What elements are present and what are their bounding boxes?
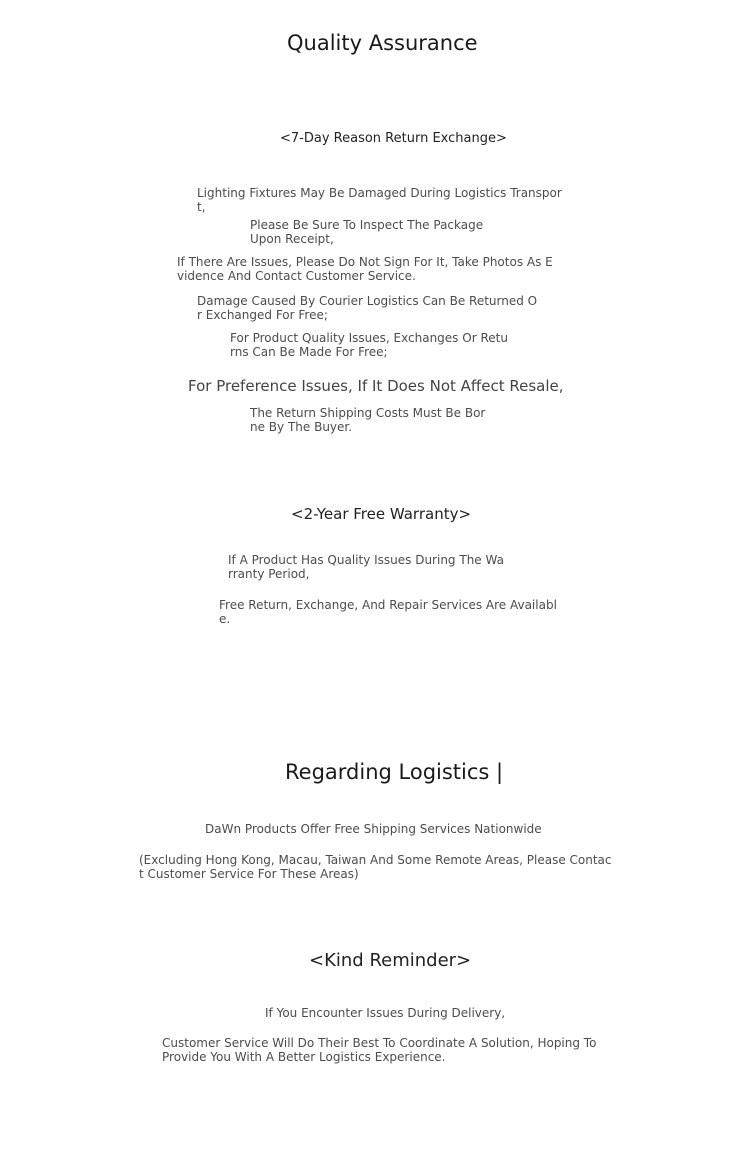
- warranty-line-1: If A Product Has Quality Issues During The Warranty Period,: [228, 553, 504, 581]
- return-line-7: The Return Shipping Costs Must Be Borne By The Buyer.: [250, 406, 486, 434]
- return-line-1: Lighting Fixtures May Be Damaged During Logistics Transport,: [197, 186, 562, 214]
- return-line-2: Please Be Sure To Inspect The Package Upon Receipt,: [250, 218, 484, 246]
- logistics-line-2: (Excluding Hong Kong, Macau, Taiwan And Some Remote Areas, Please Contact Customer Service For These Areas): [139, 853, 612, 881]
- return-line-4: Damage Caused By Courier Logistics Can Be Returned Or Exchanged For Free;: [197, 294, 538, 322]
- logistics-title: Regarding Logistics |: [285, 760, 504, 784]
- logistics-line-1: DaWn Products Offer Free Shipping Services Nationwide: [205, 822, 542, 836]
- reminder-line-1: If You Encounter Issues During Delivery,: [265, 1006, 506, 1020]
- return-line-5: For Product Quality Issues, Exchanges Or Returns Can Be Made For Free;: [230, 331, 508, 359]
- reminder-line-2: Customer Service Will Do Their Best To Coordinate A Solution, Hoping To Provide You With A Better Logistics Experience.: [162, 1036, 597, 1064]
- return-line-3: If There Are Issues, Please Do Not Sign For It, Take Photos As Evidence And Contact Customer Service.: [177, 255, 553, 283]
- warranty-line-2: Free Return, Exchange, And Repair Services Are Available.: [219, 598, 557, 626]
- return-exchange-heading: <7-Day Reason Return Exchange>: [280, 131, 507, 146]
- quality-assurance-title: Quality Assurance: [287, 31, 478, 55]
- warranty-heading: <2-Year Free Warranty>: [291, 505, 472, 523]
- kind-reminder-heading: <Kind Reminder>: [309, 950, 472, 971]
- return-line-6: For Preference Issues, If It Does Not Affect Resale,: [188, 377, 564, 395]
